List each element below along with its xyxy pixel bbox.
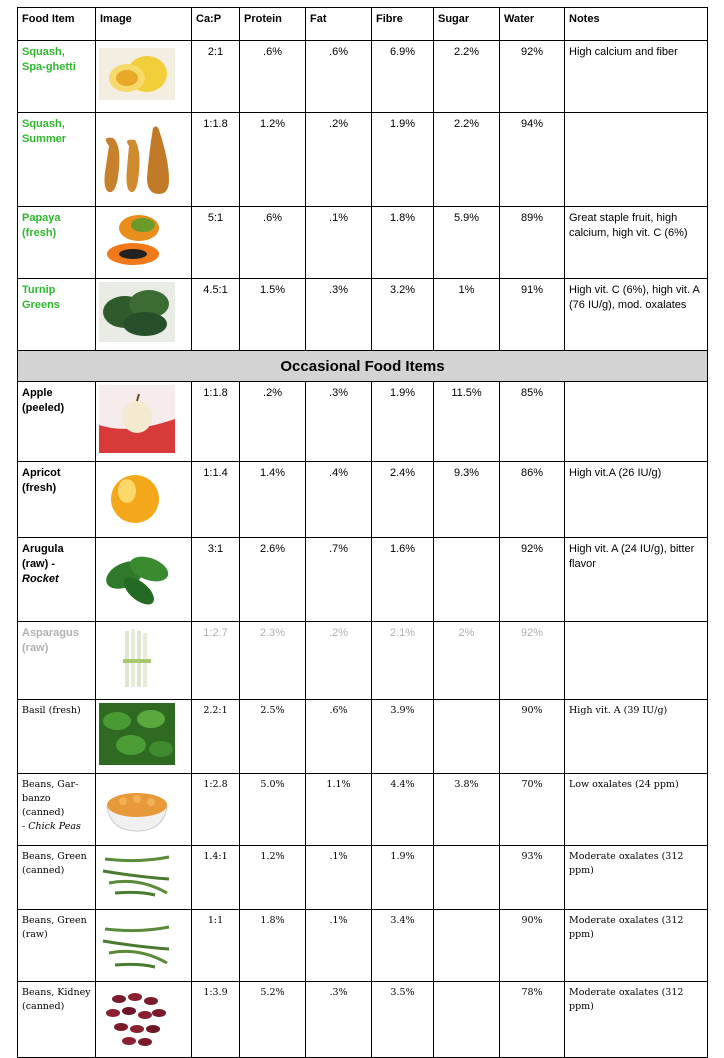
ca-p-value: 1:1.4 [192,462,240,538]
protein-value: 1.5% [240,279,306,351]
food-name-alias: Rocket [22,573,59,585]
food-name-alias: - Chick Peas [22,821,81,832]
header-food-item: Food Item [18,8,96,41]
ca-p-value: 1:1 [192,910,240,982]
table-row [18,846,708,910]
water-value: 92% [500,622,565,700]
food-image [96,774,192,846]
food-name: Beans, Kidney (canned) [18,982,96,1058]
notes-value: High vit. C (6%), high vit. A (76 IU/g), mod. oxalates [565,279,708,351]
protein-value: .6% [240,207,306,279]
fibre-value: 2.1% [372,622,434,700]
fat-value: .6% [306,700,372,774]
sugar-value: 5.9% [434,207,500,279]
fibre-value: 3.9% [372,700,434,774]
protein-value: 2.5% [240,700,306,774]
header-notes: Notes [565,8,708,41]
notes-value: High vit. A (24 IU/g), bitter flavor [565,538,708,622]
sugar-value: 3.8% [434,774,500,846]
notes-value: Moderate oxalates (312 ppm) [565,910,708,982]
sugar-value: 2.2% [434,113,500,207]
food-image [96,462,192,538]
green-beans-image [99,913,175,973]
water-value: 91% [500,279,565,351]
table-row [18,700,708,774]
sugar-value: 2.2% [434,41,500,113]
table-row [18,462,708,538]
fat-value: .3% [306,982,372,1058]
water-value: 90% [500,700,565,774]
protein-value: .6% [240,41,306,113]
section-header-row [18,351,708,382]
ca-p-value: 2.2:1 [192,700,240,774]
food-image [96,207,192,279]
header-sugar: Sugar [434,8,500,41]
water-value: 94% [500,113,565,207]
fat-value: .4% [306,462,372,538]
ca-p-value: 4.5:1 [192,279,240,351]
ca-p-value: 5:1 [192,207,240,279]
ca-p-value: 1:2.8 [192,774,240,846]
summer-squash-image [99,116,175,198]
food-name: Turnip Greens [18,279,96,351]
food-image [96,846,192,910]
sugar-value: 2% [434,622,500,700]
food-image [96,41,192,113]
fibre-value: 1.9% [372,113,434,207]
protein-value: 1.2% [240,846,306,910]
kidney-beans-image [99,985,175,1049]
food-name: Basil (fresh) [18,700,96,774]
header-image: Image [96,8,192,41]
fat-value: .2% [306,622,372,700]
protein-value: 1.8% [240,910,306,982]
protein-value: 2.6% [240,538,306,622]
header-ca-p: Ca:P [192,8,240,41]
notes-value: Great staple fruit, high calcium, high vit. C (6%) [565,207,708,279]
water-value: 89% [500,207,565,279]
section-title: Occasional Food Items [18,351,708,382]
ca-p-value: 1:2.7 [192,622,240,700]
fat-value: .1% [306,910,372,982]
fibre-value: 1.8% [372,207,434,279]
food-name: Squash, Spa-ghetti [18,41,96,113]
protein-value: 1.2% [240,113,306,207]
food-image [96,910,192,982]
table-row [18,910,708,982]
fibre-value: 1.9% [372,382,434,462]
fibre-value: 1.6% [372,538,434,622]
ca-p-value: 3:1 [192,538,240,622]
sugar-value [434,538,500,622]
sugar-value [434,700,500,774]
food-name-text: Arugula (raw) - [22,543,64,570]
table-row [18,538,708,622]
water-value: 86% [500,462,565,538]
food-nutrition-table [17,7,708,1058]
ca-p-value: 1:1.8 [192,382,240,462]
green-beans-image [99,849,175,901]
food-name: Apricot (fresh) [18,462,96,538]
fibre-value: 3.4% [372,910,434,982]
fibre-value: 4.4% [372,774,434,846]
notes-value: High vit.A (26 IU/g) [565,462,708,538]
sugar-value [434,910,500,982]
food-image [96,279,192,351]
ca-p-value: 1.4:1 [192,846,240,910]
fat-value: .6% [306,41,372,113]
food-name [18,538,96,622]
fibre-value: 3.2% [372,279,434,351]
arugula-image [99,541,175,613]
protein-value: 2.3% [240,622,306,700]
table-row [18,622,708,700]
water-value: 92% [500,41,565,113]
ca-p-value: 2:1 [192,41,240,113]
fibre-value: 1.9% [372,846,434,910]
water-value: 70% [500,774,565,846]
notes-value [565,622,708,700]
water-value: 85% [500,382,565,462]
table-row [18,207,708,279]
fat-value: .1% [306,207,372,279]
food-name: Squash, Summer [18,113,96,207]
food-name-text: Beans, Gar-banzo (canned) [22,779,79,818]
notes-value: Low oxalates (24 ppm) [565,774,708,846]
sugar-value: 9.3% [434,462,500,538]
notes-value [565,382,708,462]
food-image [96,382,192,462]
notes-value: Moderate oxalates (312 ppm) [565,846,708,910]
apricot-image [99,465,175,529]
fibre-value: 2.4% [372,462,434,538]
food-image [96,622,192,700]
sugar-value [434,982,500,1058]
water-value: 93% [500,846,565,910]
papaya-image [99,210,175,270]
ca-p-value: 1:3.9 [192,982,240,1058]
header-fat: Fat [306,8,372,41]
notes-value: Moderate oxalates (312 ppm) [565,982,708,1058]
spaghetti-squash-image [99,44,175,104]
table-row [18,382,708,462]
fat-value: .1% [306,846,372,910]
sugar-value: 1% [434,279,500,351]
notes-value: High vit. A (39 IU/g) [565,700,708,774]
fat-value: .2% [306,113,372,207]
table-row [18,279,708,351]
fat-value: 1.1% [306,774,372,846]
sugar-value: 11.5% [434,382,500,462]
basil-image [99,703,175,765]
notes-value: High calcium and fiber [565,41,708,113]
header-protein: Protein [240,8,306,41]
turnip-greens-image [99,282,175,342]
protein-value: 1.4% [240,462,306,538]
table-header-row [18,8,708,41]
food-name: Papaya (fresh) [18,207,96,279]
food-image [96,982,192,1058]
protein-value: 5.0% [240,774,306,846]
fibre-value: 3.5% [372,982,434,1058]
water-value: 90% [500,910,565,982]
fat-value: .3% [306,382,372,462]
water-value: 78% [500,982,565,1058]
food-image [96,700,192,774]
table-row [18,113,708,207]
table-row [18,41,708,113]
sugar-value [434,846,500,910]
ca-p-value: 1:1.8 [192,113,240,207]
fibre-value: 6.9% [372,41,434,113]
food-name [18,774,96,846]
table-row [18,982,708,1058]
fat-value: .3% [306,279,372,351]
water-value: 92% [500,538,565,622]
food-name: Beans, Green (raw) [18,910,96,982]
food-image [96,113,192,207]
asparagus-image [99,625,175,691]
fat-value: .7% [306,538,372,622]
food-name: Apple (peeled) [18,382,96,462]
header-water: Water [500,8,565,41]
header-fibre: Fibre [372,8,434,41]
table-row [18,774,708,846]
notes-value [565,113,708,207]
apple-image [99,385,175,453]
food-name: Asparagus (raw) [18,622,96,700]
food-name: Beans, Green (canned) [18,846,96,910]
chickpeas-image [99,777,175,837]
protein-value: 5.2% [240,982,306,1058]
food-image [96,538,192,622]
protein-value: .2% [240,382,306,462]
